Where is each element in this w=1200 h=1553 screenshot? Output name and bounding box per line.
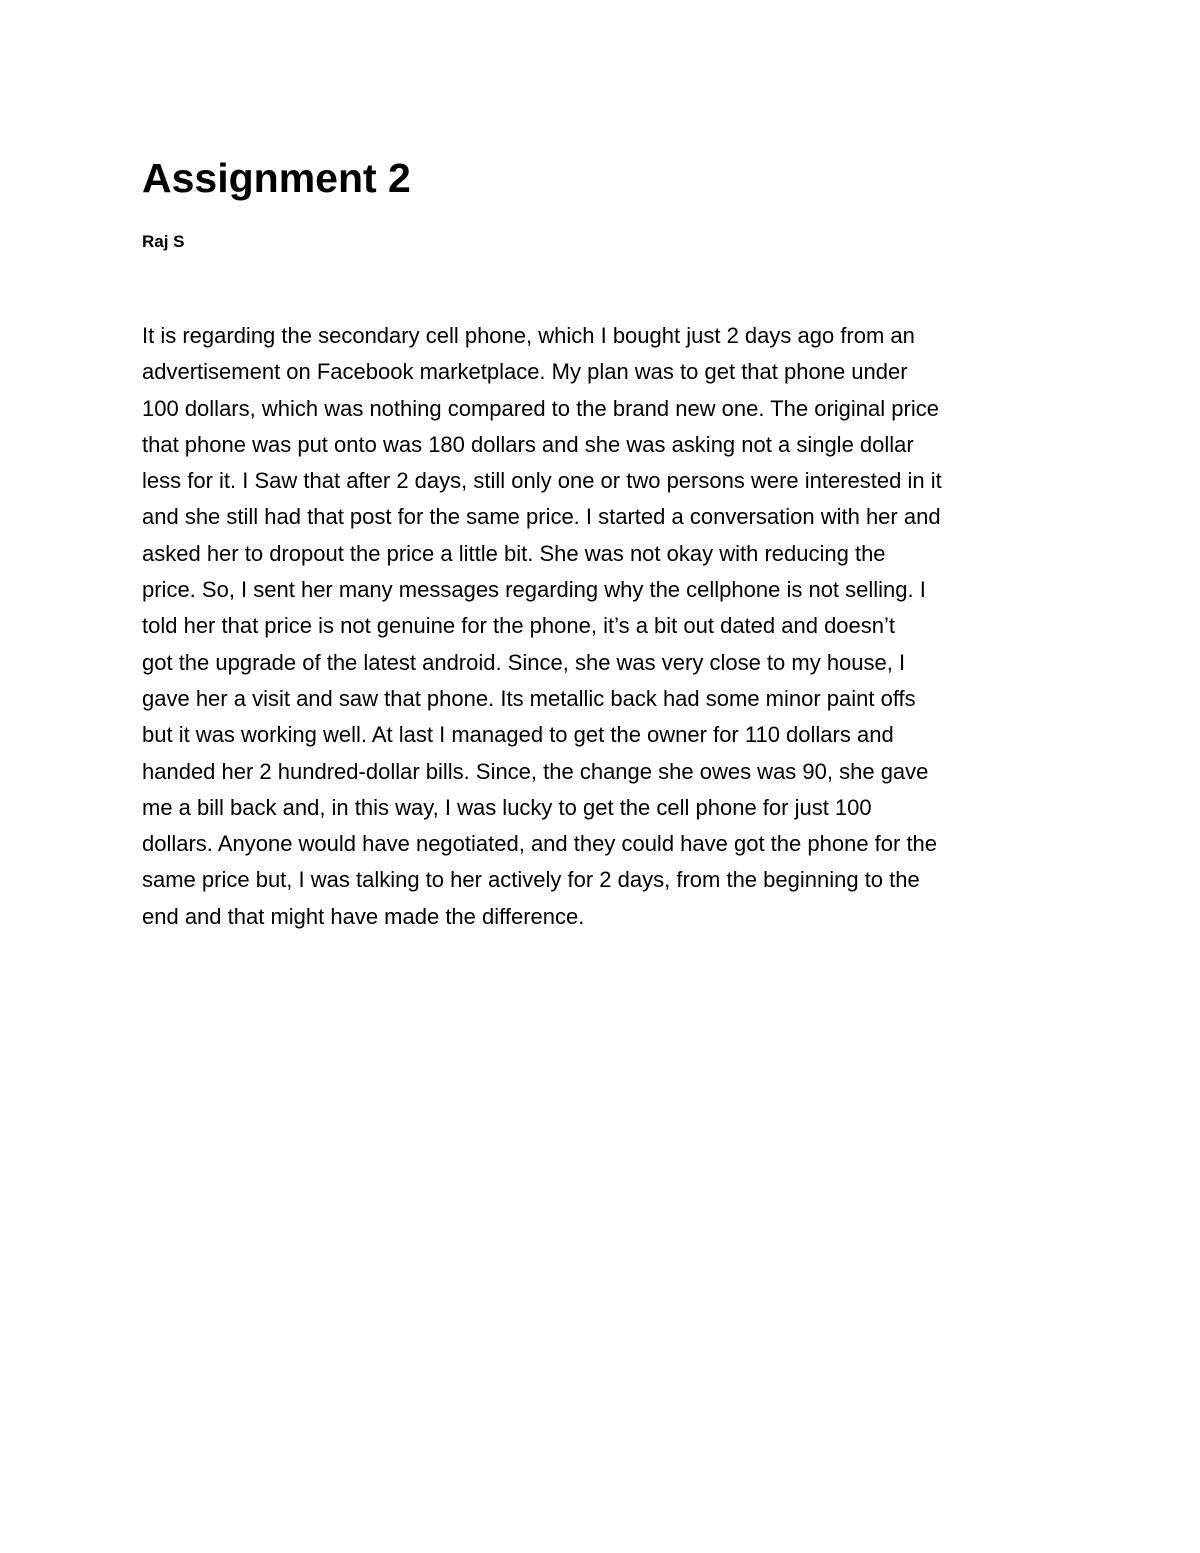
body-line: but it was working well. At last I managed to get the owner for 110 dollars and xyxy=(142,722,894,748)
document-author: Raj S xyxy=(142,232,185,251)
body-line: advertisement on Facebook marketplace. My plan was to get that phone under xyxy=(142,359,908,385)
document-body xyxy=(142,318,1072,935)
body-line: It is regarding the secondary cell phone, which I bought just 2 days ago from an xyxy=(142,323,915,348)
body-line: 100 dollars, which was nothing compared to the brand new one. The original price xyxy=(142,395,939,421)
body-line: less for it. I Saw that after 2 days, still only one or two persons were interested in it xyxy=(142,468,942,494)
body-line: price. So, I sent her many messages regarding why the cellphone is not selling. I xyxy=(142,577,926,603)
body-line: that phone was put onto was 180 dollars and she was asking not a single dollar xyxy=(142,431,914,457)
body-line: me a bill back and, in this way, I was lucky to get the cell phone for just 100 xyxy=(142,794,872,820)
body-line: end and that might have made the difference. xyxy=(142,903,585,929)
body-line: got the upgrade of the latest android. Since, she was very close to my house, I xyxy=(142,649,906,675)
body-line: same price but, I was talking to her actively for 2 days, from the beginning to the xyxy=(142,867,920,893)
body-line: dollars. Anyone would have negotiated, and they could have got the phone for the xyxy=(142,831,938,857)
body-line: gave her a visit and saw that phone. Its metallic back had some minor paint offs xyxy=(142,685,916,711)
body-line: told her that price is not genuine for the phone, it’s a bit out dated and doesn’t xyxy=(142,613,896,639)
body-line: and she still had that post for the same price. I started a conversation with her and xyxy=(142,504,941,530)
body-line: asked her to dropout the price a little bit. She was not okay with reducing the xyxy=(142,540,886,566)
document-title: Assignment 2 xyxy=(142,155,411,201)
body-line: handed her 2 hundred-dollar bills. Since, the change she owes was 90, she gave xyxy=(142,758,929,784)
